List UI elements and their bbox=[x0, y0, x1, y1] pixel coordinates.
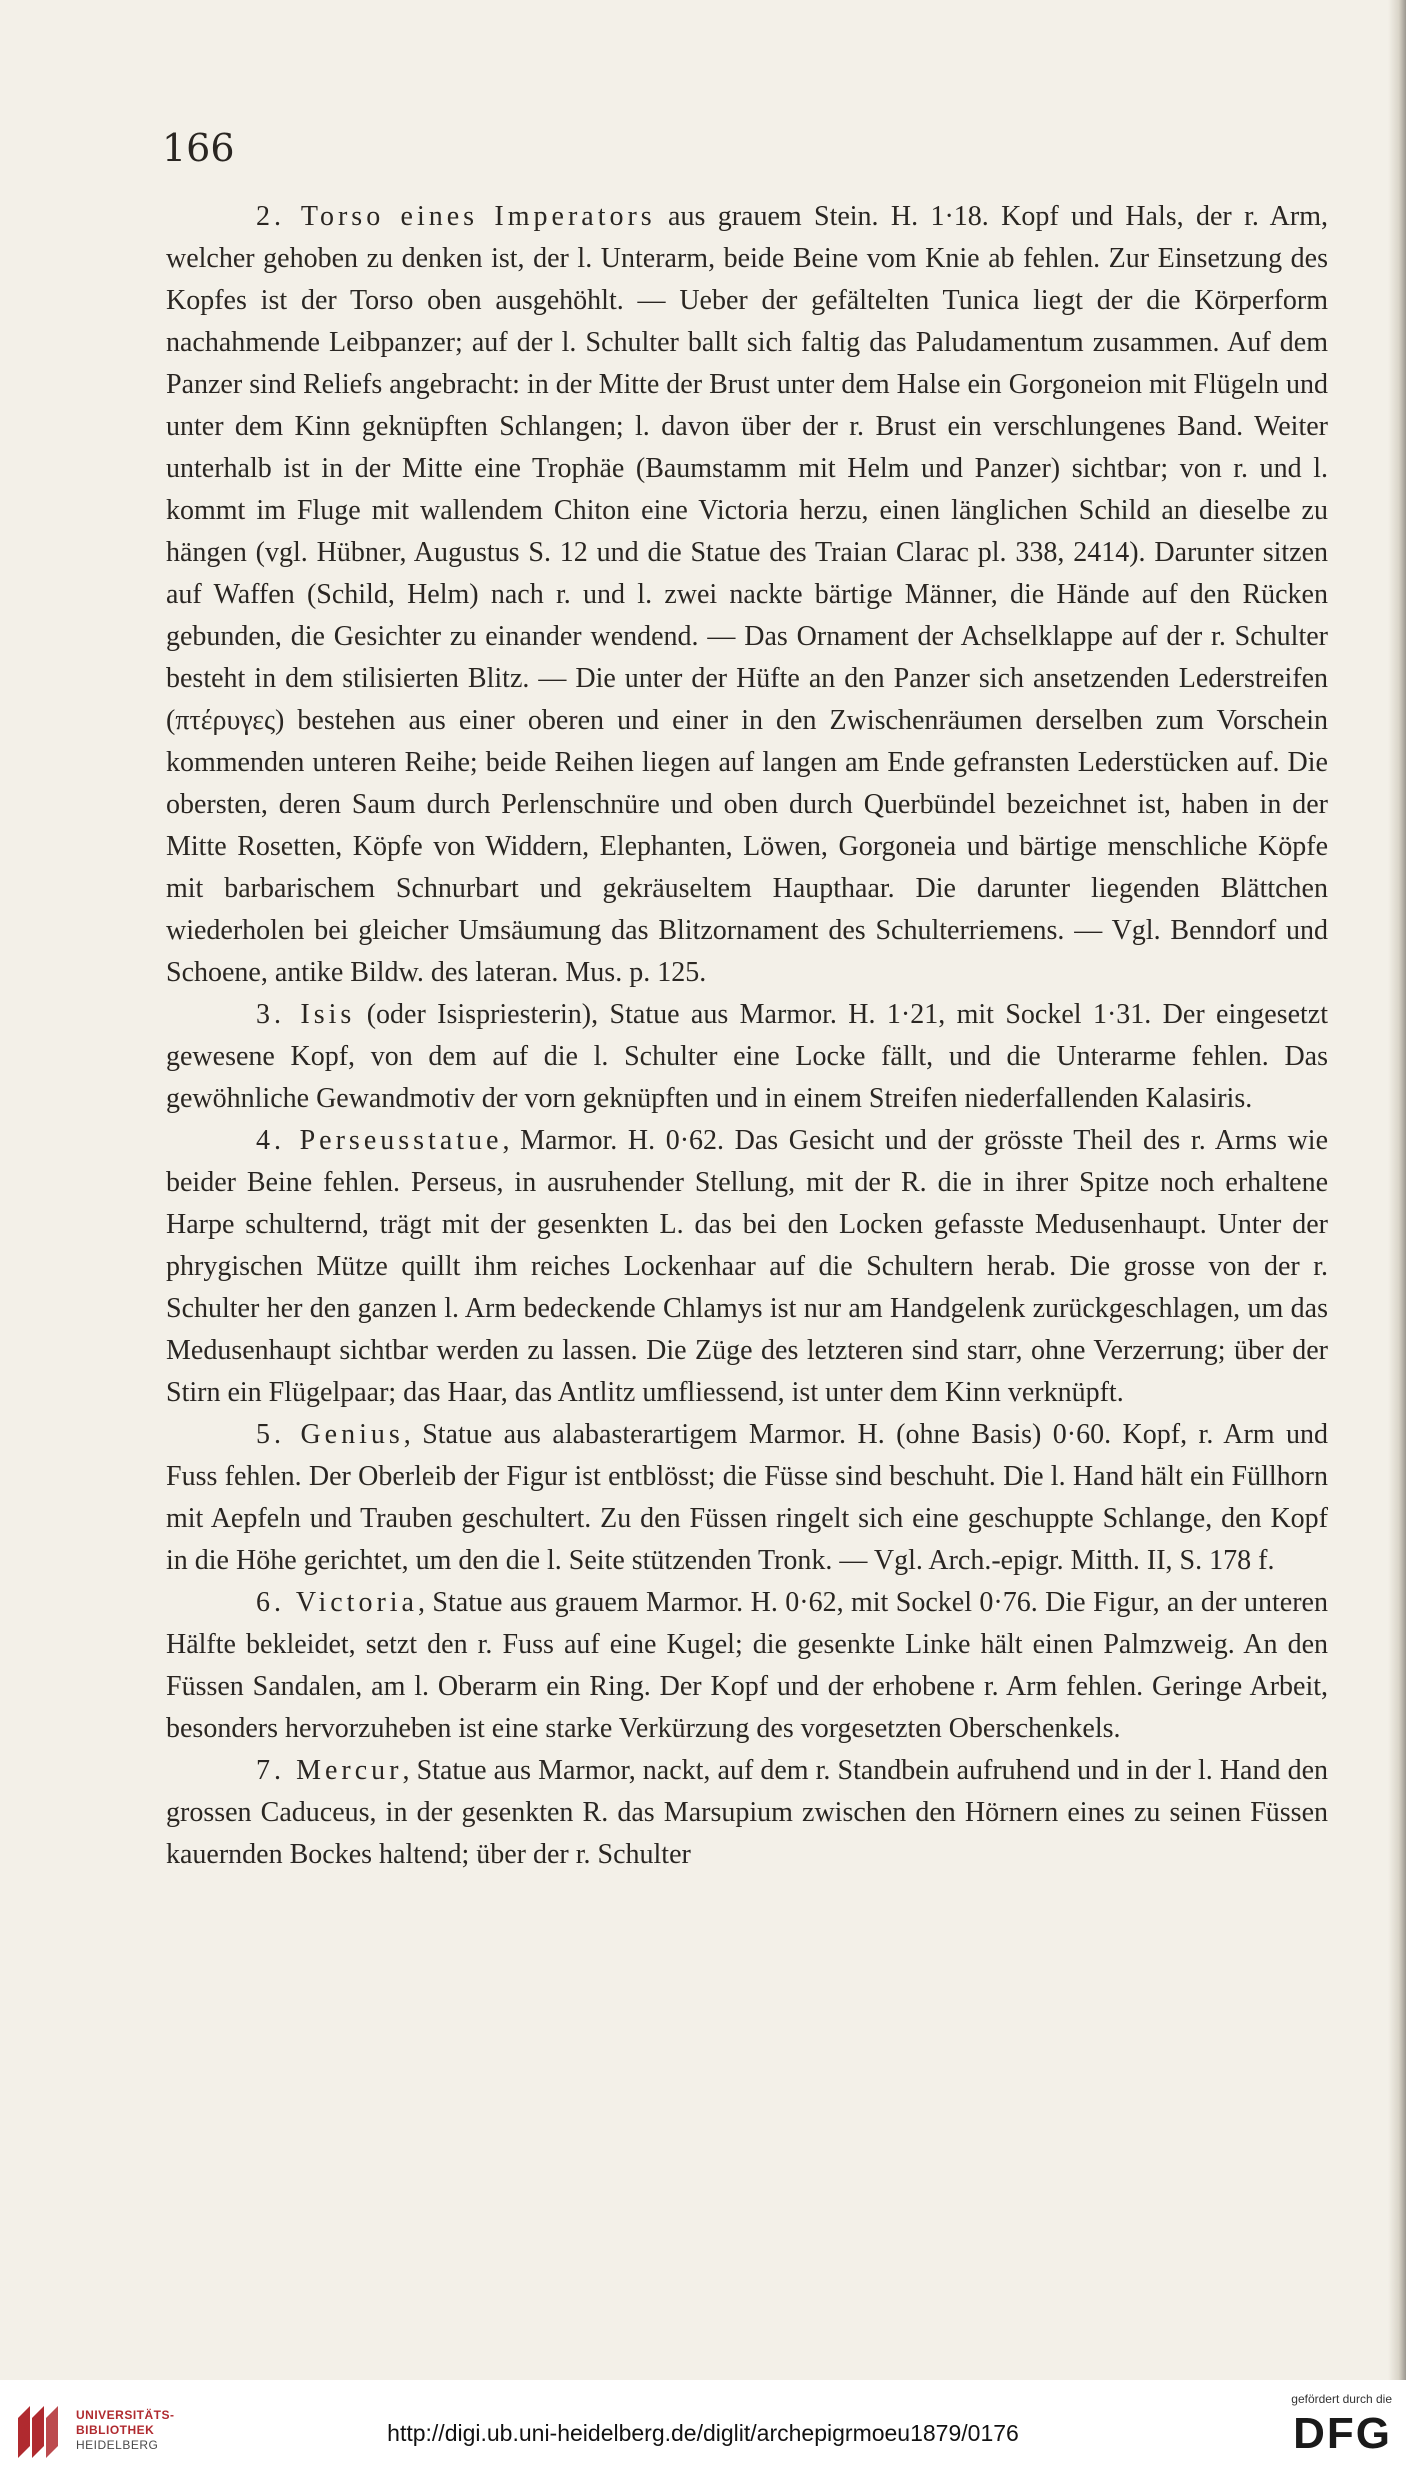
entry-text: , Statue aus grauem Marmor. H. 0·62, mit Sockel 0·76. Die Figur, an der unteren Hälfte bekleidet, setzt den r. Fuss auf eine Kugel; die gesenkte Linke hält einen Palmzweig. An den Füssen Sandalen, am l. Oberarm ein Ring. Der Kopf und der erhobene r. Arm fehlen. Geringe Arbeit, besonders hervorzuheben ist eine starke Verkürzung des vorgesetzten Oberschenkels. bbox=[166, 1587, 1328, 1744]
entry-heading: 6. Victoria bbox=[256, 1587, 418, 1618]
entry-text: , Statue aus Marmor, nackt, auf dem r. Standbein aufruhend und in der l. Hand den grossen Caduceus, in der gesenkten R. das Marsupium zwischen den Hörnern eines zu seinen Füssen kauernden Bockes haltend; über der r. Schulter bbox=[166, 1755, 1328, 1870]
paragraph bbox=[166, 1750, 1328, 1876]
entry-heading: 7. Mercur bbox=[256, 1755, 403, 1786]
body-text bbox=[166, 196, 1328, 1876]
entry-text: , Statue aus alabasterartigem Marmor. H. (ohne Basis) 0·60. Kopf, r. Arm und Fuss fehlen. Der Oberleib der Figur ist entblösst; die Füsse sind beschuht. Die l. Hand hält ein Füllhorn mit Aepfeln und Trauben geschultert. Zu den Füssen ringelt sich eine geschuppte Schlange, den Kopf in die Höhe gerichtet, um den die l. Seite stützenden Tronk. — Vgl. Arch.-epigr. Mitth. II, S. 178 f. bbox=[166, 1419, 1328, 1576]
entry-text: (oder Isispriesterin), Statue aus Marmor. H. 1·21, mit Sockel 1·31. Der eingesetzt gewesene Kopf, von dem auf die l. Schulter eine Locke fällt, und die Unterarme fehlen. Das gewöhnliche Gewandmotiv der vorn geknüpften und in einem Streifen niederfallenden Kalasiris. bbox=[166, 999, 1328, 1114]
permalink-url[interactable]: http://digi.ub.uni-heidelberg.de/diglit/archepigrmoeu1879/0176 bbox=[387, 2420, 1019, 2446]
paragraph bbox=[166, 196, 1328, 994]
dfg-sponsor[interactable] bbox=[1252, 2392, 1392, 2472]
entry-text: aus grauem Stein. H. 1·18. Kopf und Hals, der r. Arm, welcher gehoben zu denken ist, der l. Unterarm, beide Beine vom Knie ab fehlen. Zur Einsetzung des Kopfes ist der Torso oben ausgehöhlt. — Ueber der gefältelten Tunica liegt der die Körperform nachahmende Leibpanzer; auf der l. Schulter ballt sich faltig das Paludamentum zusammen. Auf dem Panzer sind Reliefs angebracht: in der Mitte der Brust unter dem Halse ein Gorgoneion mit Flügeln und unter dem Kinn geknüpften Schlangen; l. davon über der r. Brust ein verschlungenes Band. Weiter unterhalb ist in der Mitte eine Trophäe (Baumstamm mit Helm und Panzer) sichtbar; von r. und l. kommt im Fluge mit wallendem Chiton eine Victoria herzu, einen länglichen Schild an dieselbe zu hängen (vgl. Hübner, Augustus S. 12 und die Statue des Traian Clarac pl. 338, 2414). Darunter sitzen auf Waffen (Schild, Helm) nach r. und l. zwei nackte bärtige Männer, die Hände auf den Rücken gebunden, die Gesichter zu einander wendend. — Das Ornament der Achselklappe auf der r. Schulter besteht in dem stilisierten Blitz. — Die unter der Hüfte an den Panzer sich ansetzenden Lederstreifen (πτέρυγες) bestehen aus einer oberen und einer in den Zwischenräumen derselben zum Vorschein kommenden unteren Reihe; beide Reihen liegen auf langen am Ende gefransten Lederstücken auf. Die obersten, deren Saum durch Perlenschnüre und oben durch Querbündel bezeichnet ist, haben in der Mitte Rosetten, Köpfe von Widdern, Elephanten, Löwen, Gorgoneia und bärtige menschliche Köpfe mit barbarischem Schnurbart und gekräuseltem Haupthaar. Die darunter liegenden Blättchen wiederholen bei gleicher Umsäumung das Blitzornament des Schulterriemens. — Vgl. Benndorf und Schoene, antike Bildw. des lateran. Mus. p. 125. bbox=[166, 201, 1328, 988]
footer-bar bbox=[0, 2380, 1406, 2479]
library-name: UNIVERSITÄTS- BIBLIOTHEK HEIDELBERG bbox=[76, 2408, 175, 2452]
paragraph bbox=[166, 1582, 1328, 1750]
entry-text: , Marmor. H. 0·62. Das Gesicht und der grösste Theil des r. Arms wie beider Beine fehlen. Perseus, in ausruhender Stellung, mit der R. die in ihrer Spitze noch erhaltene Harpe schulternd, trägt mit der gesenkten L. das bei den Locken gefasste Medusenhaupt. Unter der phrygischen Mütze quillt ihm reiches Lockenhaar auf die Schultern herab. Die grosse von der r. Schulter her den ganzen l. Arm bedeckende Chlamys ist nur am Handgelenk zurückgeschlagen, um das Medusenhaupt sichtbar werden zu lassen. Die Züge des letzteren sind starr, ohne Verzerrung; über der Stirn ein Flügelpaar; das Haar, das Antlitz umfliessend, ist unter dem Kinn verknüpft. bbox=[166, 1125, 1328, 1408]
entry-heading: 4. Perseusstatue bbox=[256, 1125, 503, 1156]
paragraph bbox=[166, 994, 1328, 1120]
entry-heading: 3. Isis bbox=[256, 999, 356, 1030]
library-logo[interactable] bbox=[14, 2398, 194, 2468]
dfg-logo: DFG bbox=[1293, 2409, 1392, 2458]
library-logo-icon bbox=[14, 2398, 62, 2462]
sponsor-caption: gefördert durch die bbox=[1291, 2392, 1392, 2406]
page-number: 166 bbox=[162, 126, 235, 170]
page-edge bbox=[1388, 0, 1406, 2380]
paragraph bbox=[166, 1414, 1328, 1582]
paragraph bbox=[166, 1120, 1328, 1414]
entry-heading: 5. Genius bbox=[256, 1419, 404, 1450]
entry-heading: 2. Torso eines Imperators bbox=[256, 201, 656, 232]
